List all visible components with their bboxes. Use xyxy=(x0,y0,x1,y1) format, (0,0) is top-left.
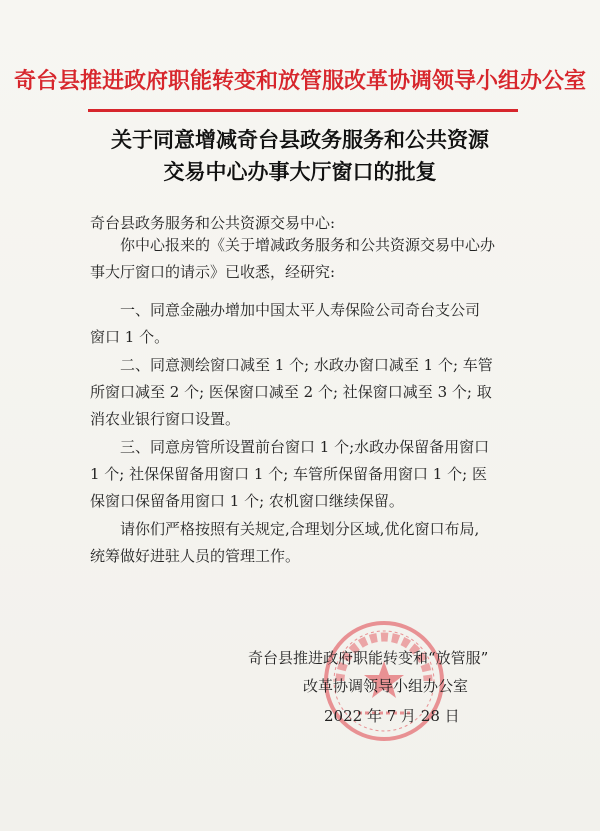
paragraph-line: 请你们严格按照有关规定,合理划分区域,优化窗口布局, xyxy=(90,520,480,538)
paragraph-line: 1 个; 社保保留备用窗口 1 个; 车管所保留备用窗口 1 个; 医 xyxy=(90,465,487,483)
paragraph-line: 你中心报来的《关于增减政务服务和公共资源交易中心办 xyxy=(90,236,496,254)
paragraph-item-3 xyxy=(90,434,510,515)
title-line-2: 交易中心办事大厅窗口的批复 xyxy=(163,159,437,184)
paragraph-line: 所窗口减至 2 个; 医保窗口减至 2 个; 社保窗口减至 3 个; 取 xyxy=(90,383,492,401)
paragraph-intro xyxy=(90,232,510,286)
paragraph-closing xyxy=(90,516,510,570)
red-divider-line xyxy=(88,109,518,112)
paragraph-line: 三、同意房管所设置前台窗口 1 个;水政办保留备用窗口 xyxy=(90,438,490,456)
recipient-line: 奇台县政务服务和公共资源交易中心: xyxy=(90,214,336,232)
signature-organization-line-2: 改革协调领导小组办公室 xyxy=(303,677,469,695)
paragraph-line: 一、同意金融办增加中国太平人寿保险公司奇台支公司 xyxy=(90,301,481,319)
signature-organization-line-1: 奇台县推进政府职能转变和“放管服” xyxy=(248,649,489,667)
paragraph-line: 保窗口保留备用窗口 1 个; 农机窗口继续保留。 xyxy=(90,492,404,510)
signature-date: 2022 年 7 月 28 日 xyxy=(324,707,460,725)
paragraph-line: 统筹做好进驻人员的管理工作。 xyxy=(90,547,301,565)
paragraph-line: 窗口 1 个。 xyxy=(90,328,170,346)
document-title xyxy=(0,124,600,188)
paragraph-line: 消农业银行窗口设置。 xyxy=(90,410,241,428)
paragraph-item-2 xyxy=(90,352,510,433)
paragraph-line: 事大厅窗口的请示》已收悉，经研究: xyxy=(90,263,336,281)
title-line-1: 关于同意增减奇台县政务服务和公共资源 xyxy=(111,127,489,152)
paragraph-line: 二、同意测绘窗口减至 1 个; 水政办窗口减至 1 个; 车管 xyxy=(90,356,493,374)
issuing-organization-header: 奇台县推进政府职能转变和放管服改革协调领导小组办公室 xyxy=(13,68,586,94)
paragraph-item-1 xyxy=(90,297,510,351)
